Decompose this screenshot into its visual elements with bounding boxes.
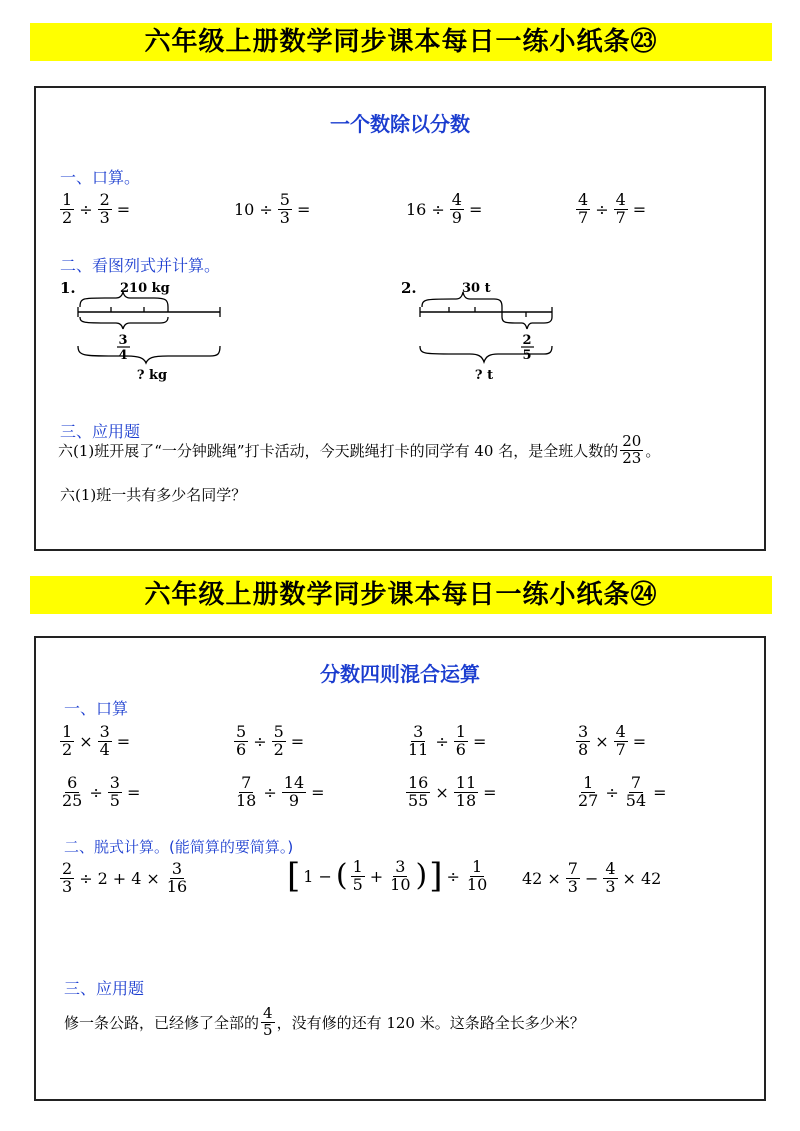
fraction-numerator: 1 [472, 857, 483, 876]
fraction-numerator: 1 [62, 190, 73, 209]
bracket: ] [429, 856, 443, 897]
fraction [98, 192, 112, 227]
fraction-numerator: 1 [455, 722, 466, 741]
operator: × [622, 868, 636, 888]
fraction [282, 775, 306, 810]
operator: = [296, 199, 311, 219]
calculation-problem [520, 861, 663, 896]
operator: ÷ [435, 731, 449, 751]
operator: = [483, 782, 497, 802]
fraction-numerator: 20 [622, 432, 642, 450]
fraction-denominator: 25 [62, 790, 83, 810]
fraction-numerator: 3 [395, 857, 406, 876]
fraction [60, 724, 74, 759]
lesson-title: 分数四则混合运算 [320, 662, 480, 686]
operator: × [79, 731, 93, 751]
oral-problem [404, 724, 489, 759]
fraction-denominator: 7 [615, 207, 626, 227]
oral-problem [574, 724, 649, 759]
oral-problem [404, 775, 500, 810]
section-oral: 一、口算。 [60, 168, 141, 187]
operator: = [311, 782, 325, 802]
fraction-numerator: 16 [408, 773, 429, 792]
fraction-denominator: 6 [236, 739, 247, 759]
fraction [465, 859, 489, 894]
fraction-numerator: 3 [118, 333, 128, 348]
operator: = [468, 199, 483, 219]
fraction-brace [502, 317, 552, 329]
bottom-brace [420, 346, 552, 362]
section-oral: 一、口算 [64, 699, 129, 718]
oral-problem [58, 192, 133, 227]
fraction-denominator: 5 [522, 348, 532, 363]
fraction-denominator: 3 [99, 207, 110, 227]
fraction-numerator: 3 [578, 722, 589, 741]
fraction-denominator: 6 [455, 739, 466, 759]
fraction-numerator: 3 [109, 773, 120, 792]
fraction [234, 724, 248, 759]
fraction [60, 192, 74, 227]
fraction-numerator: 4 [615, 722, 626, 741]
fraction-denominator: 27 [578, 790, 599, 810]
fraction-denominator: 3 [279, 207, 290, 227]
fraction-numerator: 7 [567, 859, 578, 878]
fraction-denominator: 5 [352, 874, 363, 894]
problem-text: ，没有修的还有 120 米。这条路全长多少米？ [276, 1013, 585, 1032]
banner-sheet-24: 六年级上册数学同步课本每日一练小纸条㉔ [30, 576, 772, 614]
operator: = [632, 731, 647, 751]
fraction-numerator: 14 [283, 773, 305, 792]
figure-number: 2. [401, 279, 417, 297]
fraction-denominator: 23 [622, 448, 642, 467]
fraction-denominator: 10 [466, 874, 488, 894]
fraction-denominator: 55 [408, 790, 429, 810]
operator: × [146, 868, 160, 888]
fraction [60, 861, 74, 896]
fraction [351, 859, 365, 894]
operator: × [547, 868, 561, 888]
number: 10 [234, 199, 255, 219]
fraction [388, 859, 412, 894]
fraction-numerator: 7 [241, 773, 252, 792]
operator: = [632, 199, 647, 219]
fraction-numerator: 2 [99, 190, 110, 209]
fraction-denominator: 2 [62, 739, 73, 759]
fraction [234, 775, 258, 810]
fraction-denominator: 16 [166, 876, 188, 896]
lesson-title: 一个数除以分数 [330, 112, 470, 136]
fraction-numerator: 1 [62, 722, 73, 741]
fraction-denominator: 3 [605, 876, 616, 896]
fraction-denominator: 8 [578, 739, 589, 759]
fraction [566, 861, 580, 896]
operator: × [595, 731, 609, 751]
fraction-numerator: 6 [67, 773, 78, 792]
oral-problem [574, 775, 670, 810]
fraction [450, 192, 464, 227]
fraction [614, 192, 628, 227]
fraction [406, 724, 430, 759]
fraction-denominator: 3 [62, 876, 73, 896]
number: 4 [131, 868, 142, 888]
operator: ÷ [79, 199, 93, 219]
operator: ÷ [89, 782, 103, 802]
fraction-numerator: 5 [236, 722, 247, 741]
fraction-denominator: 54 [625, 790, 647, 810]
operator: ÷ [431, 199, 445, 219]
fraction-denominator: 2 [273, 739, 284, 759]
fraction [278, 192, 292, 227]
fraction-numerator: 4 [615, 190, 626, 209]
problem-text: 修一条公路，已经修了全部的 [64, 1013, 260, 1032]
section-application: 三、应用题 [64, 979, 145, 998]
fraction-numerator: 4 [578, 190, 589, 209]
fraction [454, 724, 468, 759]
number: 16 [406, 199, 427, 219]
fraction-denominator: 5 [109, 790, 120, 810]
fraction-denominator: 9 [288, 790, 300, 810]
problem-text: 六(1)班开展了“一分钟跳绳”打卡活动，今天跳绳打卡的同学有 40 名，是全班人数的 [58, 441, 619, 460]
fraction-numerator: 7 [630, 773, 642, 792]
oral-problem [232, 192, 313, 227]
fraction-numerator: 5 [279, 190, 290, 209]
fraction-denominator: 18 [455, 790, 477, 810]
figure-number: 1. [60, 279, 76, 297]
oral-problem [232, 724, 307, 759]
diagram-top-label: 210 kg [120, 281, 170, 296]
operator: ÷ [595, 199, 609, 219]
fraction-numerator: 4 [451, 190, 462, 209]
operator: ÷ [253, 731, 267, 751]
fraction [98, 724, 112, 759]
diagram-top-label: 30 t [462, 281, 491, 296]
operator: = [472, 731, 487, 751]
calculation-problem [286, 856, 491, 897]
fraction [454, 775, 478, 810]
fraction-numerator: 3 [171, 859, 183, 878]
fraction-numerator: 1 [583, 773, 594, 792]
operator: × [435, 782, 449, 802]
operator: ÷ [259, 199, 273, 219]
fraction [576, 192, 590, 227]
fraction-numerator: 3 [413, 722, 424, 741]
word-problem [64, 1006, 585, 1039]
problem-period: 。 [645, 441, 661, 460]
fraction-numerator: 4 [263, 1004, 273, 1022]
fraction [624, 775, 648, 810]
section-application: 三、应用题 [60, 422, 141, 441]
fraction-numerator: 3 [99, 722, 110, 741]
fraction-denominator: 4 [118, 348, 128, 363]
operator: − [318, 866, 332, 886]
bottom-brace [78, 346, 220, 363]
oral-problem [232, 775, 328, 810]
banner-sheet-23: 六年级上册数学同步课本每日一练小纸条㉓ [30, 23, 772, 61]
fraction-denominator: 5 [263, 1020, 273, 1039]
fraction-denominator: 9 [451, 207, 462, 227]
fraction [576, 724, 590, 759]
fraction-brace [80, 317, 168, 329]
operator: = [116, 199, 131, 219]
number: 42 [640, 868, 662, 888]
fraction-denominator: 3 [567, 876, 578, 896]
operator: + [369, 866, 384, 886]
word-problem-line-2: 六(1)班一共有多少名同学？ [60, 486, 247, 504]
fraction-denominator: 2 [62, 207, 73, 227]
number: 1 [303, 866, 314, 886]
worksheet-panel-24 [34, 636, 766, 1101]
oral-problem [404, 192, 485, 227]
number: 42 [522, 868, 543, 888]
parenthesis: ( [335, 858, 348, 894]
fraction-numerator: 2 [62, 859, 73, 878]
oral-problem [574, 192, 649, 227]
fraction-numerator: 11 [455, 773, 477, 792]
fraction-denominator: 7 [615, 739, 626, 759]
operator: ÷ [263, 782, 277, 802]
fraction-denominator: 10 [390, 874, 411, 894]
operator: = [290, 731, 305, 751]
operator: ÷ [605, 782, 619, 802]
fraction-denominator: 11 [408, 739, 429, 759]
fraction [60, 775, 84, 810]
fraction-numerator: 5 [273, 722, 284, 741]
operator: + [112, 868, 127, 888]
fraction [603, 861, 617, 896]
oral-problem [58, 775, 143, 810]
number: 2 [97, 868, 108, 888]
fraction-denominator: 18 [236, 790, 257, 810]
diagram-bottom-label: ? t [474, 368, 494, 383]
fraction-denominator: 4 [99, 739, 110, 759]
fraction-numerator: 4 [605, 859, 616, 878]
operator: = [116, 731, 131, 751]
fraction [108, 775, 122, 810]
operator: − [584, 868, 599, 888]
fraction [614, 724, 628, 759]
segment-diagram-1 [74, 278, 234, 388]
section-calculation: 二、脱式计算。(能简算的要简算。) [64, 838, 294, 856]
operator: = [653, 782, 667, 802]
fraction [272, 724, 286, 759]
parenthesis: ) [415, 858, 428, 894]
word-problem-line-1 [58, 434, 660, 467]
problem-fraction [261, 1006, 275, 1039]
segment-diagram-2 [414, 278, 574, 388]
operator: ÷ [79, 868, 93, 888]
section-diagram: 二、看图列式并计算。 [60, 256, 221, 275]
problem-fraction [620, 434, 643, 467]
fraction [406, 775, 430, 810]
operator: = [126, 782, 141, 802]
fraction-denominator: 7 [578, 207, 589, 227]
operator: ÷ [446, 866, 460, 886]
fraction [165, 861, 189, 896]
bracket: [ [287, 856, 301, 897]
worksheet-panel-23 [34, 86, 766, 551]
fraction-numerator: 2 [522, 333, 532, 348]
calculation-problem [58, 861, 191, 896]
fraction [576, 775, 600, 810]
oral-problem [58, 724, 133, 759]
fraction-numerator: 1 [352, 857, 363, 876]
diagram-bottom-label: ? kg [136, 368, 168, 383]
